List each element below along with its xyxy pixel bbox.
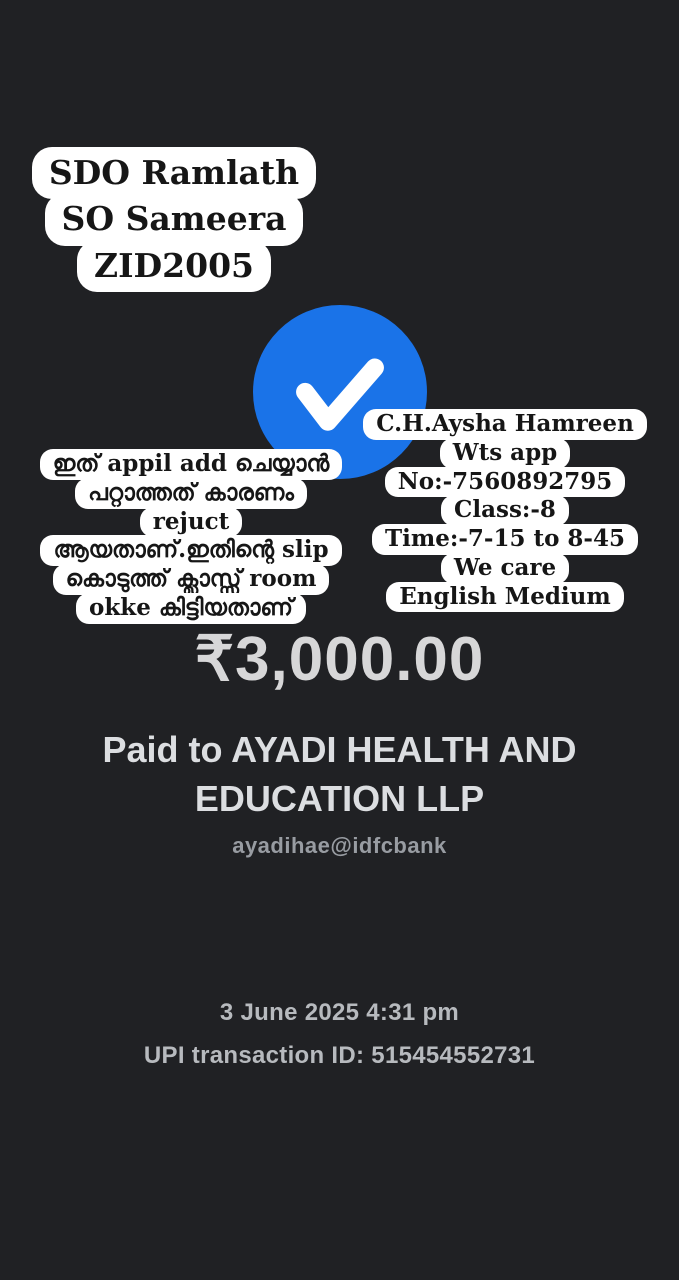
annotation-line: Time:-7-15 to 8-45 xyxy=(372,524,638,555)
annotation-line: ZID2005 xyxy=(77,240,271,292)
annotation-line: പറ്റാത്തത് കാരണം xyxy=(75,478,307,509)
annotation-line: SDO Ramlath xyxy=(32,147,316,199)
upi-transaction-id xyxy=(0,1042,679,1070)
payee-vpa: ayadihae@idfcbank xyxy=(232,833,447,858)
annotation-sender-details xyxy=(48,147,300,292)
annotation-line: ആയതാണ്.ഇതിന്റെ slip xyxy=(40,535,341,566)
annotation-line: English Medium xyxy=(386,582,623,613)
paid-to-text: Paid to AYADI HEALTH AND EDUCATION LLP xyxy=(102,729,577,819)
annotation-line: okke കിട്ടിയതാണ് xyxy=(76,593,306,624)
annotation-line: We care xyxy=(441,553,569,584)
transaction-footer xyxy=(0,999,679,1070)
transaction-datetime: 3 June 2025 4:31 pm xyxy=(219,999,460,1026)
payment-amount: ₹3,000.00 xyxy=(194,625,485,694)
annotation-reason-note xyxy=(52,449,330,624)
annotation-line: കൊടുത്ത് ക്ലാസ്സ് room xyxy=(53,564,330,595)
annotation-line: No:-7560892795 xyxy=(385,467,625,498)
annotation-line: ഇത് appil add ചെയ്യാൻ xyxy=(40,449,342,480)
upi-transaction-id-value: 515454552731 xyxy=(371,1042,536,1069)
annotation-line: SO Sameera xyxy=(45,193,304,245)
annotation-line: C.H.Aysha Hamreen xyxy=(363,409,647,440)
annotation-line: Wts app xyxy=(440,438,570,469)
annotation-student-details xyxy=(376,409,634,612)
annotation-line: rejuct xyxy=(140,507,242,538)
annotation-line: Class:-8 xyxy=(441,495,569,526)
upi-transaction-id-label: UPI transaction ID: xyxy=(143,1042,365,1069)
